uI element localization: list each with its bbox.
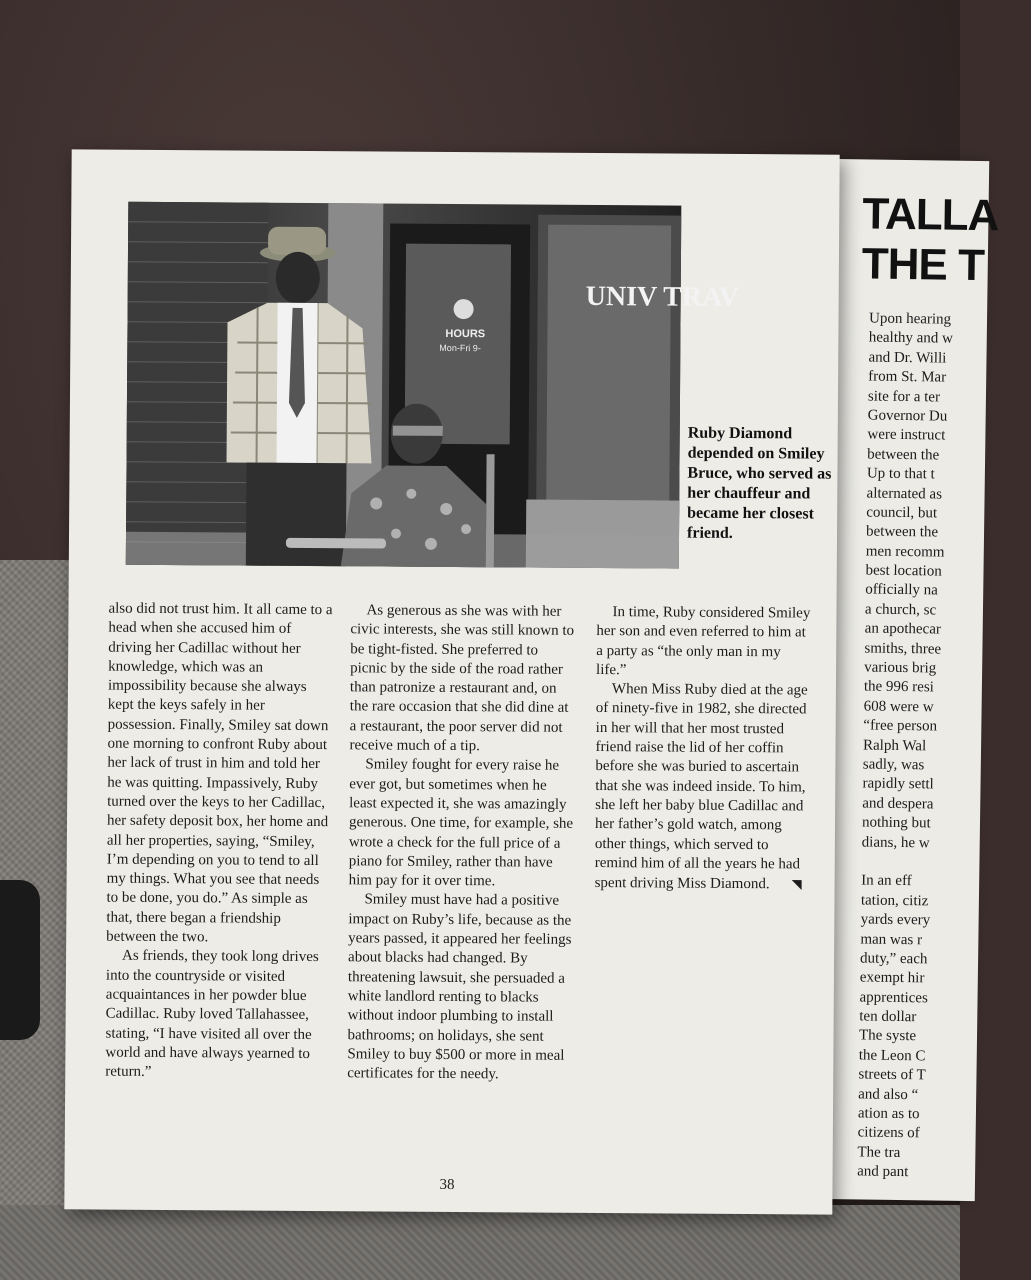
paragraph: As generous as she was with her civic interests, she was still known to be tight-fisted. She preferred to picnic by the side of the road rather than patronize a restaurant and, on the rare occasion that she did dine at a restaurant, the poor server did not receive much of a tip. [349, 602, 575, 755]
right-page-line: various brig [864, 659, 937, 677]
right-page-line: Governor Du [867, 407, 948, 425]
right-page-line: apprentices [859, 989, 928, 1007]
right-page-line: citizens of [857, 1124, 920, 1142]
right-page-line: nothing but [861, 814, 931, 832]
left-page [64, 149, 839, 1214]
right-page-line: were instruct [867, 426, 946, 444]
right-page-line: Ralph Wal [862, 737, 927, 754]
right-page-line: Upon hearing [868, 310, 952, 328]
right-page-line: from St. Mar [868, 368, 947, 386]
article-column-3 [595, 603, 812, 895]
right-page-line: alternated as [866, 485, 943, 503]
article-column-1 [105, 600, 333, 1084]
right-page-line: officially na [865, 581, 938, 599]
right-page-line: between the [867, 446, 940, 464]
article-column-2 [347, 601, 575, 1085]
carpet-floor [0, 1205, 960, 1280]
globe-logo [454, 299, 474, 319]
right-page-line: and pant [857, 1163, 909, 1181]
right-page-line: The tra [857, 1144, 901, 1161]
paragraph: Smiley fought for every raise he ever got, but sometimes when he least expected it, she was amazingly generous. One time, for example, she wrote a check for the full price of a piano for Smiley, rather than have him pay for it over time. [348, 756, 574, 890]
right-title-line: THE T [861, 239, 985, 291]
right-page-line: dians, he w [861, 834, 930, 851]
right-page-line: and Dr. Willi [868, 349, 947, 367]
article-photo [126, 202, 740, 569]
right-page-line: an apothecar [864, 620, 942, 638]
paragraph [595, 680, 811, 895]
right-page-line: yards every [860, 911, 931, 929]
right-page-line: men recomm [865, 543, 945, 561]
paragraph-text: When Miss Ruby died at the age of ninety-five in 1982, she directed in her will that her most trusted friend raise the lid of her coffin before she was buried to ascertain that she was indeed inside. To him, she left her baby blue Cadillac and her father’s gold watch, among other things, which served to remind him of all the years he had spent driving Miss Diamond. [594, 681, 808, 893]
right-page-line: ation as to [857, 1105, 920, 1123]
right-page-line: a church, sc [864, 601, 937, 619]
right-page-column [857, 310, 1029, 1185]
right-page-line: duty,” each [859, 950, 928, 968]
window-lettering: UNIV TRAV [585, 280, 740, 313]
right-page-line: healthy and w [868, 329, 954, 348]
right-page-line: tation, citiz [860, 892, 929, 910]
right-page-line: between the [865, 523, 939, 541]
right-page-line: streets of T [858, 1066, 926, 1084]
door-sign-hours: HOURS [445, 327, 486, 341]
right-page-line: and despera [862, 795, 934, 813]
window-reflection [546, 225, 671, 506]
chair-arm [0, 880, 40, 1040]
right-page [815, 159, 999, 1201]
paragraph: As friends, they took long drives into the countryside or visited acquaintances in her powder blue Cadillac. Ruby loved Tallahassee, stating, “I have visited all over the world and have always yearned to return.” [105, 948, 319, 1081]
right-page-line: council, but [866, 504, 938, 522]
door-sign-days: Mon-Fri 9- [439, 342, 481, 354]
right-page-line: smiths, three [864, 640, 942, 658]
right-page-line: rapidly settl [862, 775, 934, 793]
page-number: 38 [439, 1176, 455, 1194]
right-page-line: Up to that t [866, 465, 935, 483]
paragraph: In time, Ruby considered Smiley her son and even referred to him at a party as “the only man in my life.” [596, 604, 811, 679]
right-page-line: best location [865, 562, 942, 580]
right-page-line: ten dollar [859, 1008, 917, 1026]
photo-caption: Ruby Diamond depended on Smiley Bruce, who served as her chauffeur and became her closest friend. [686, 424, 832, 542]
right-page-line: the 996 resi [863, 678, 934, 696]
florida-end-mark-icon: ◥ [791, 876, 802, 892]
right-page-line: 608 were w [863, 698, 934, 716]
paragraph: also did not trust him. It all came to a head when she accused him of driving her Cadillac without her knowledge, which was an impossibility because she always kept the keys safely in her possession. Finally, Smiley sat down one morning to confront Ruby about her lack of trust in him and told her he was quitting. Impassively, Ruby turned over the keys to her Cadillac, her safety deposit box, her home and all her properties, saying, “Smiley, I’m depending on you to tend to all my things. What you see that needs to be done, you do.” As simple as that, there began a friendship between the two. [106, 600, 333, 946]
right-page-line: site for a ter [867, 388, 941, 406]
right-page-line: exempt hir [859, 969, 925, 987]
right-page-line: The syste [858, 1027, 917, 1045]
right-page-line: the Leon C [858, 1047, 926, 1065]
right-page-line: man was r [860, 930, 923, 948]
right-title-line: TALLA [862, 189, 999, 241]
right-page-line: “free person [863, 717, 938, 735]
photo-illustration [126, 202, 740, 569]
paragraph: Smiley must have had a positive impact on Ruby’s life, because as the years passed, it appeared her feelings about blacks had changed. By threatening lawsuit, she persuaded a white landlord renting to blacks without indoor plumbing to install bathrooms; on holidays, she sent Smiley to buy $500 or more in meal certificates for the needy. [347, 891, 572, 1083]
right-page-line: sadly, was [862, 756, 925, 774]
right-page-line: In an eff [861, 872, 912, 890]
right-page-line [861, 852, 1021, 874]
right-page-title [861, 189, 998, 291]
right-page-line: and also “ [858, 1086, 919, 1103]
